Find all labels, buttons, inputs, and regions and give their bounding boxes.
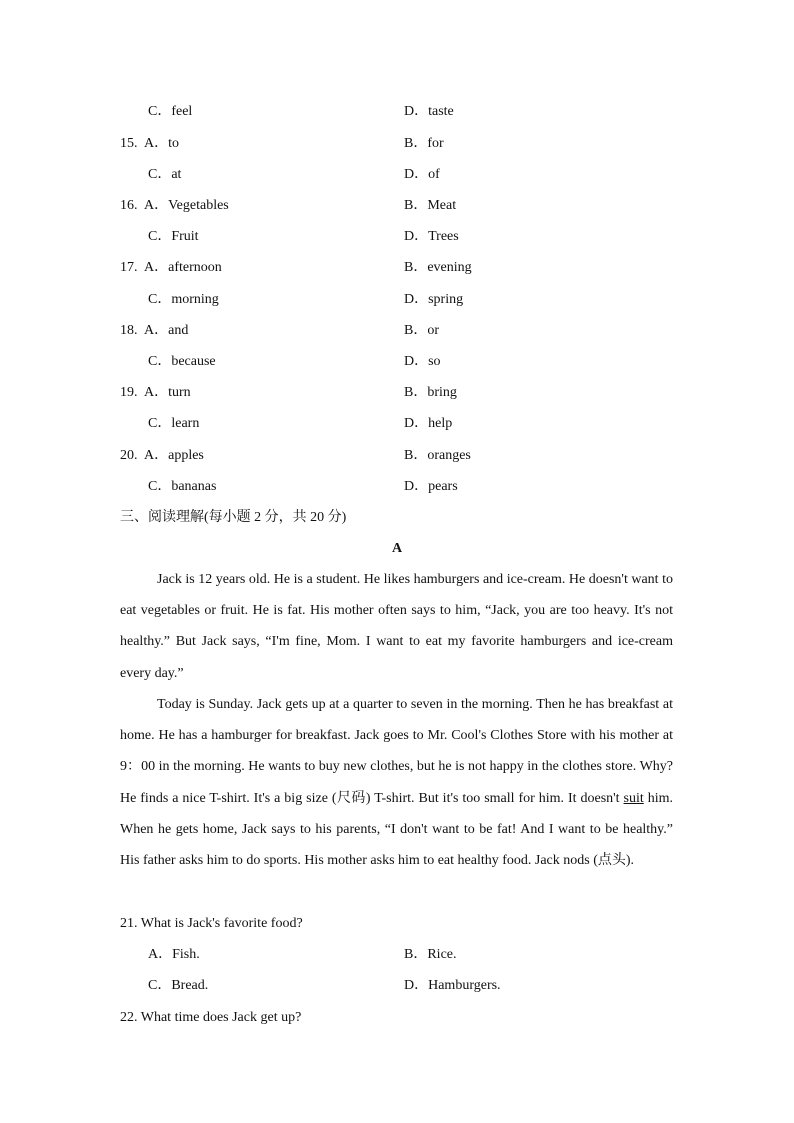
question-number: 19. [120, 385, 138, 400]
option-d: D．spring [404, 292, 464, 307]
option-d: D．taste [404, 104, 454, 119]
question-number: 15. [120, 136, 138, 151]
underlined-word: suit [623, 790, 644, 806]
option-b: B．evening [404, 260, 472, 275]
option-b: B．bring [404, 385, 457, 400]
question-number: 18. [120, 323, 138, 338]
option-a: A．to [144, 136, 179, 151]
option-a: A．Fish. [148, 947, 200, 962]
option-d: D．Trees [404, 229, 459, 244]
option-a: A．and [144, 323, 189, 338]
passage-paragraph-1: Jack is 12 years old. He is a student. He likes hamburgers and ice-cream. He doesn't want to eat vegetables or fruit. He is fat. His mother often says to him, “Jack, you are too heavy. It's not healthy.” But Jack says, “I'm fine, Mom. I want to eat my favorite hamburgers and ice-cream every day.” [120, 572, 673, 681]
option-c: C．because [148, 354, 216, 369]
section-title: 三、阅读理解(每小题 2 分，共 20 分) [120, 510, 347, 525]
option-c: C．Fruit [148, 229, 199, 244]
option-c: C．feel [148, 104, 193, 119]
option-b: B．Meat [404, 198, 457, 213]
option-c: C．learn [148, 416, 200, 431]
question-number: 20. [120, 448, 138, 463]
option-c: C．morning [148, 292, 219, 307]
option-d: D．help [404, 416, 453, 431]
option-c: C．Bread. [148, 978, 209, 993]
option-d: D．so [404, 354, 441, 369]
option-b: B．or [404, 323, 439, 338]
question-number: 16. [120, 198, 138, 213]
option-b: B．Rice. [404, 947, 457, 962]
option-d: D．of [404, 167, 440, 182]
option-b: B．oranges [404, 448, 471, 463]
option-a: A．turn [144, 385, 191, 400]
option-b: B．for [404, 136, 444, 151]
passage-title: A [391, 541, 403, 556]
option-a: A．apples [144, 448, 204, 463]
question-22: 22. What time does Jack get up? [120, 1010, 302, 1025]
option-c: C．at [148, 167, 182, 182]
option-d: D．pears [404, 479, 458, 494]
passage-paragraph-2: Today is Sunday. Jack gets up at a quarter to seven in the morning. Then he has breakfast at home. He has a hamburger for breakfast. Jack goes to Mr. Cool's Clothes Store with his mother at 9：00 in the morning. He wants to buy new clothes, but he is not happy in the clothes store. Why? He finds a nice T-shirt. It's a big size (尺码) T-shirt. But it's too small for him. It doesn't suit him. When he gets home, Jack says to his parents, “I don't want to be fat! And I want to be healthy.” His father asks him to do sports. His mother asks him to eat healthy food. Jack nods (点头). [120, 697, 673, 869]
option-a: A．Vegetables [144, 198, 229, 213]
option-c: C．bananas [148, 479, 217, 494]
question-number: 17. [120, 260, 138, 275]
option-a: A．afternoon [144, 260, 222, 275]
option-d: D．Hamburgers. [404, 978, 501, 993]
question-21: 21. What is Jack's favorite food? [120, 916, 303, 931]
